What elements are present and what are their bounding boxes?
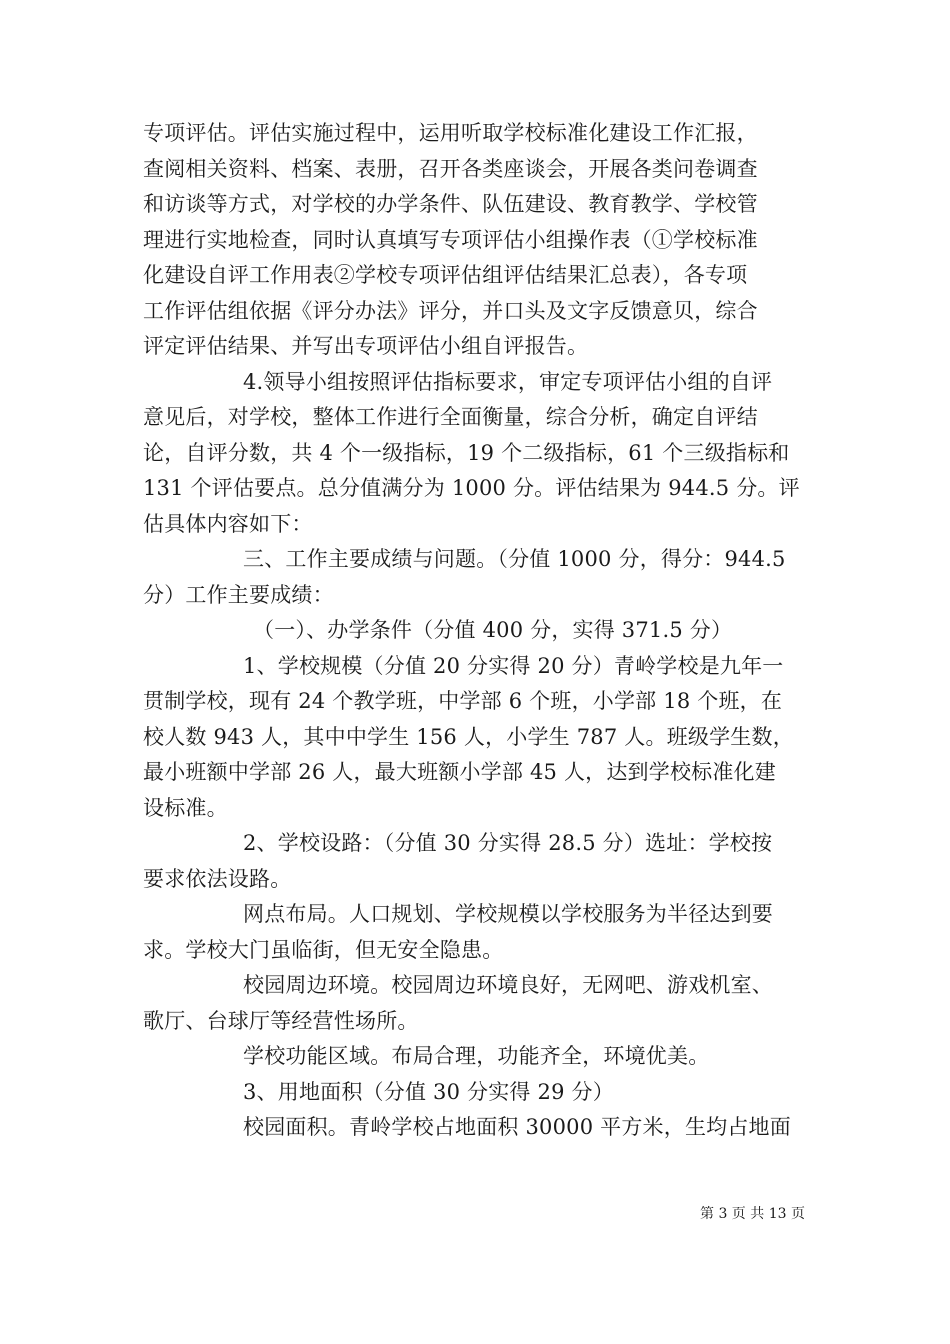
text-line: 校园周边环境。校园周边环境良好，无网吧、游戏机室、 [243, 973, 773, 997]
text-line: 网点布局。人口规划、学校规模以学校服务为半径达到要 [243, 902, 773, 926]
text-line: 1、学校规模（分值 20 分实得 20 分）青岭学校是九年一 [243, 653, 784, 678]
text-line: 要求依法设路。 [143, 866, 292, 891]
text-line: 估具体内容如下： [143, 511, 313, 536]
text-line: 设标准。 [143, 795, 228, 820]
text-line: 2、学校设路：（分值 30 分实得 28.5 分）选址：学校按 [243, 831, 773, 855]
text-line: 意见后，对学校，整体工作进行全面衡量，综合分析，确定自评结 [143, 405, 758, 429]
body-text [143, 116, 808, 1146]
text-line: 3、用地面积（分值 30 分实得 29 分） [243, 1079, 614, 1104]
text-line: 求。学校大门虽临街，但无安全隐患。 [143, 937, 504, 962]
text-line: 分）工作主要成绩： [143, 582, 334, 607]
text-line: 校园面积。青岭学校占地面积 30000 平方米，生均占地面 [243, 1115, 791, 1139]
subsection-heading: （一）、办学条件（分值 400 分，实得 371.5 分） [253, 618, 733, 642]
text-line: 专项评估。评估实施过程中，运用听取学校标准化建设工作汇报， [143, 121, 758, 145]
text-line: 论，自评分数，共 4 个一级指标，19 个二级指标，61 个三级指标和 [143, 440, 790, 465]
section-heading: 三、工作主要成绩与问题。（分值 1000 分，得分：944.5 [243, 547, 786, 571]
text-line: 和访谈等方式，对学校的办学条件、队伍建设、教育教学、学校管 [143, 192, 758, 216]
page-number: 第 3 页 共 13 页 [700, 1206, 805, 1222]
text-line: 查阅相关资料、档案、表册，召开各类座谈会，开展各类问卷调查 [143, 156, 758, 181]
text-line: 校人数 943 人，其中中学生 156 人，小学生 787 人。班级学生数， [143, 724, 794, 749]
text-line: 贯制学校，现有 24 个教学班，中学部 6 个班，小学部 18 个班，在 [143, 689, 783, 713]
text-line: 歌厅、台球厅等经营性场所。 [143, 1008, 419, 1033]
text-line: 理进行实地检查，同时认真填写专项评估小组操作表（①学校标准 [143, 227, 758, 252]
text-line: 4.领导小组按照评估指标要求，审定专项评估小组的自评 [243, 369, 773, 394]
text-line: 最小班额中学部 26 人，最大班额小学部 45 人，达到学校标准化建 [143, 760, 776, 784]
text-line: 化建设自评工作用表②学校专项评估组评估结果汇总表），各专项 [143, 263, 748, 287]
text-line: 工作评估组依据《评分办法》评分，并口头及文字反馈意贝，综合 [143, 298, 758, 323]
text-line: 评定评估结果、并写出专项评估小组自评报告。 [143, 334, 589, 358]
text-line: 学校功能区域。布局合理，功能齐全，环境优美。 [243, 1044, 710, 1068]
text-line: 131 个评估要点。总分值满分为 1000 分。评估结果为 944.5 分。评 [143, 476, 800, 500]
